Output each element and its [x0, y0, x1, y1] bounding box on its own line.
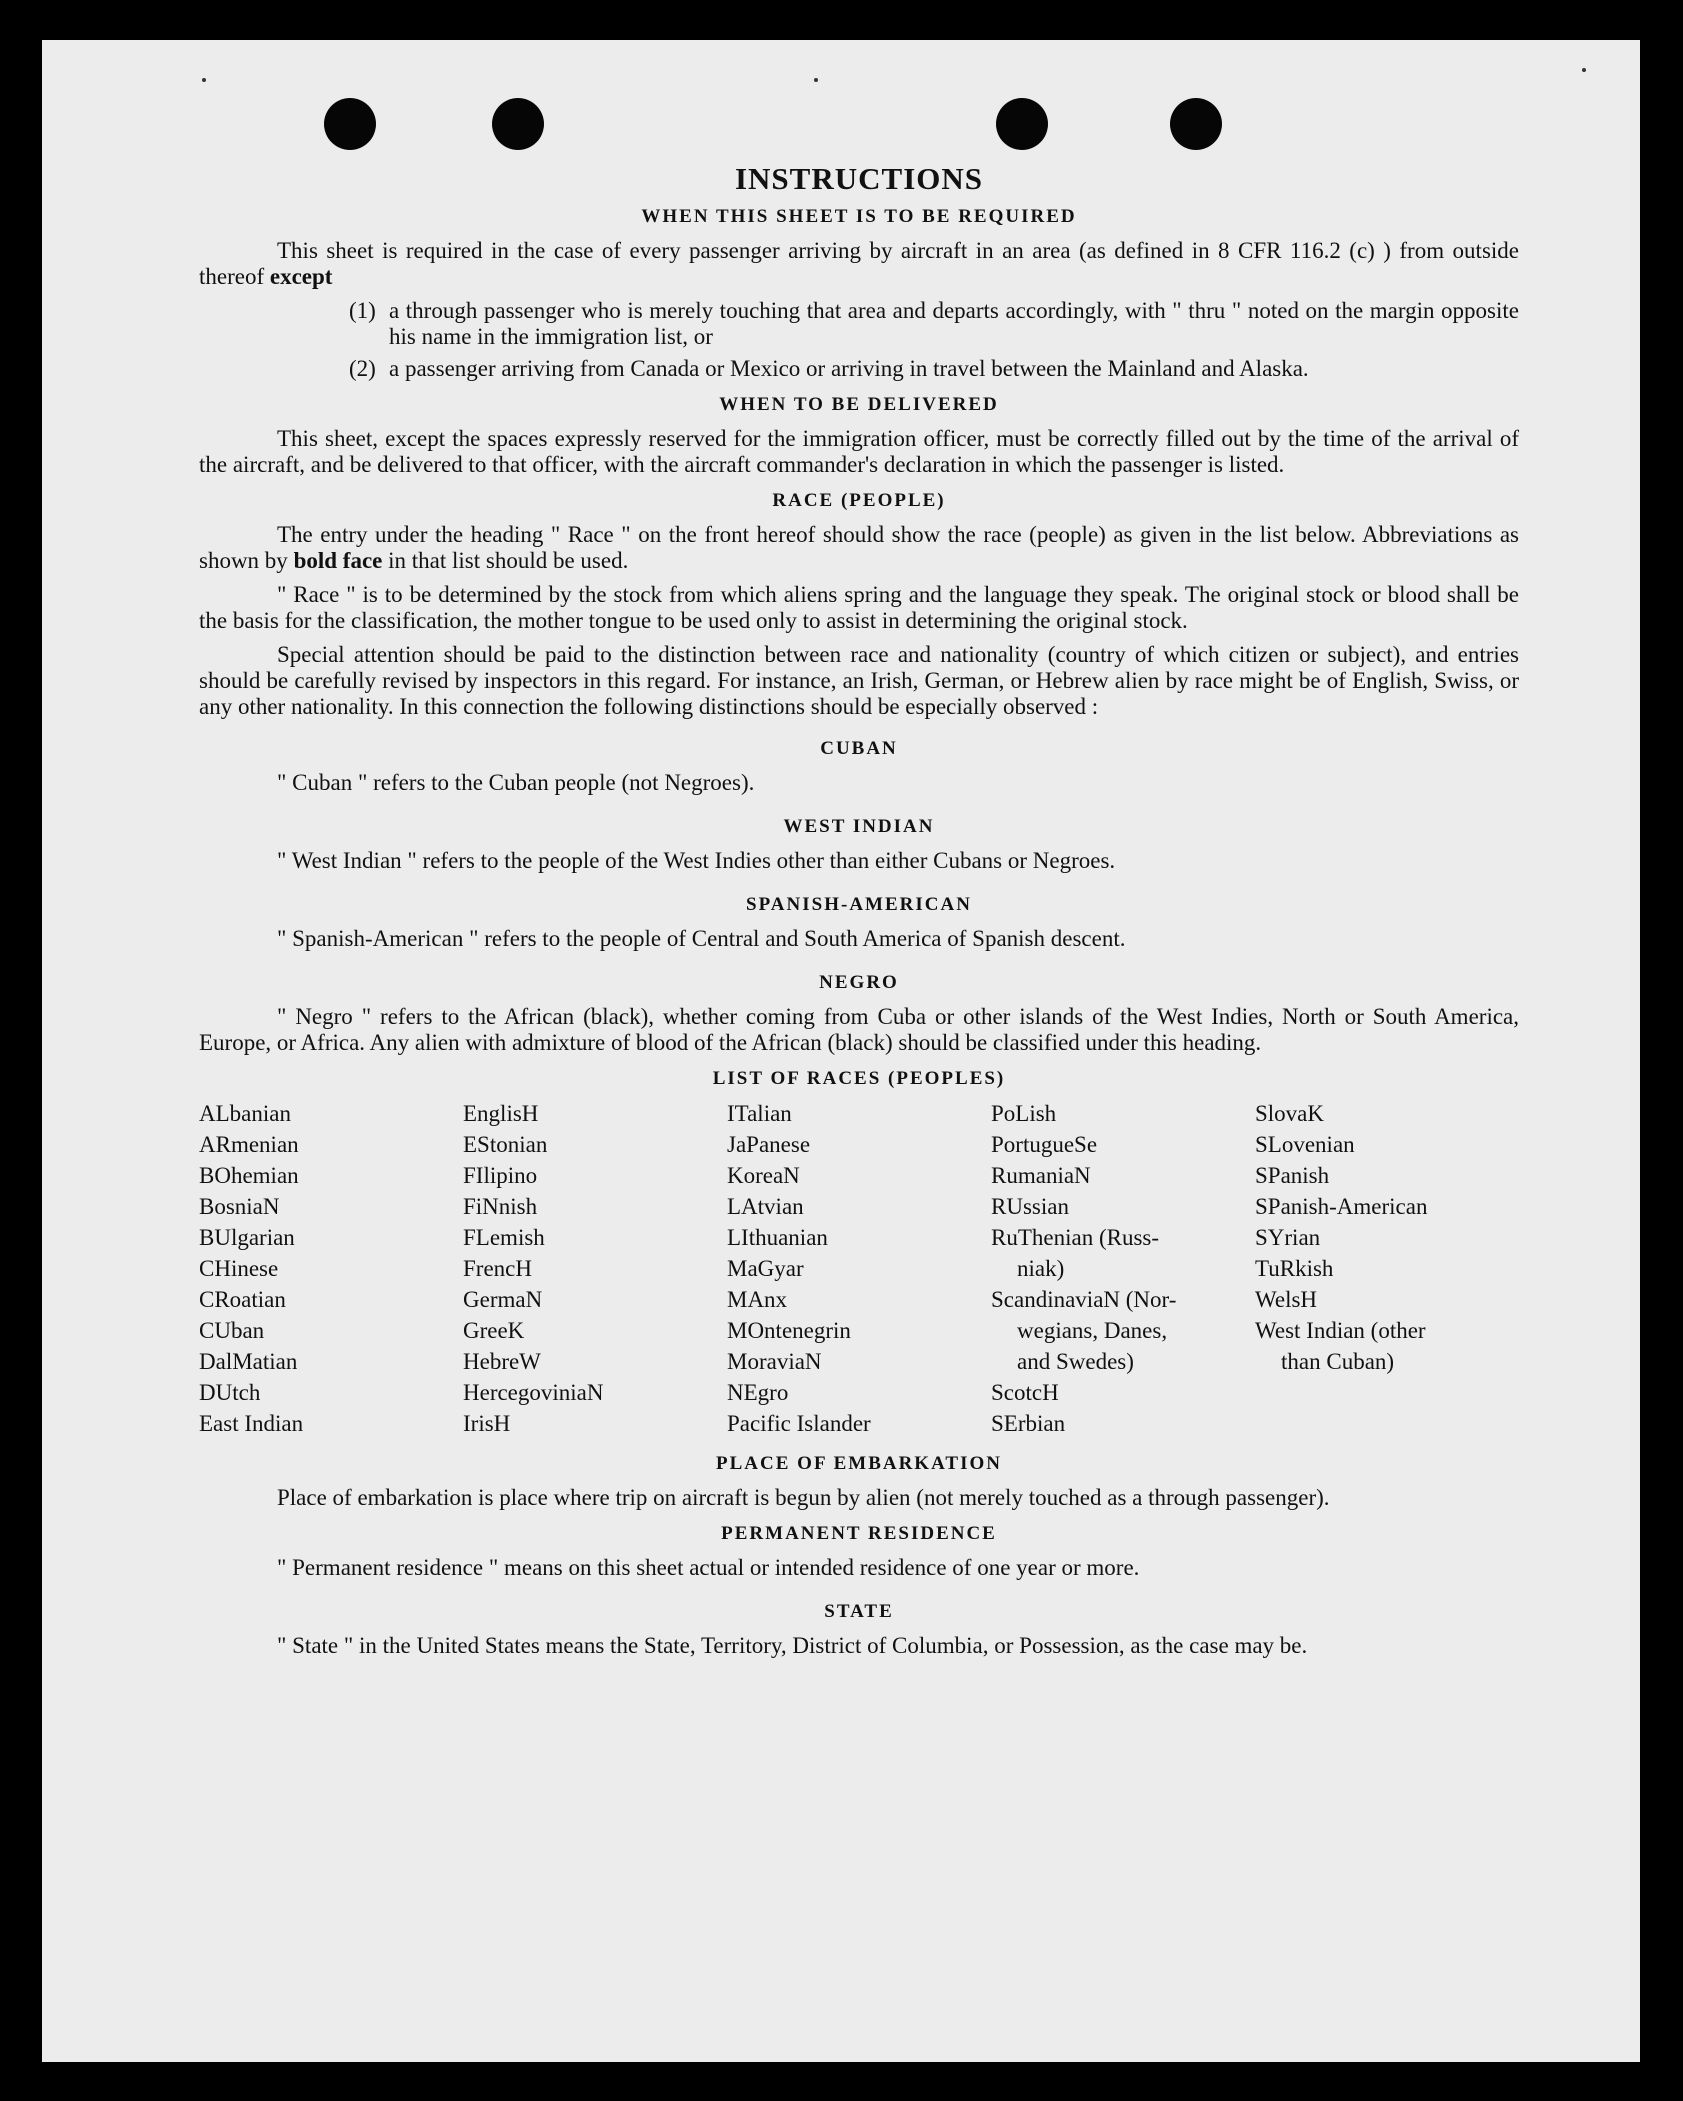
- race-entry: West Indian (other: [1255, 1318, 1426, 1343]
- race-entry: WelsH: [1255, 1287, 1318, 1312]
- paragraph-negro: " Negro " refers to the African (black), whether coming from Cuba or other islands of the West Indies, North or South America, Europe, or Africa. Any alien with admixture of blood of the African (black) should be classified under this heading.: [199, 1004, 1519, 1055]
- race-entry: GreeK: [463, 1318, 525, 1343]
- section-heading-residence: PERMANENT RESIDENCE: [721, 1523, 997, 1544]
- text: The entry under the heading " Race " on the front hereof should show the race (people) as given in the list below. Abbreviations as shown by: [199, 522, 1519, 573]
- section-heading-state: STATE: [824, 1601, 894, 1622]
- race-entry: SLovenian: [1255, 1132, 1355, 1157]
- race-entry: Pacific Islander: [727, 1411, 871, 1436]
- page-title: INSTRUCTIONS: [734, 161, 983, 196]
- paragraph-required: [199, 238, 1519, 290]
- paragraph-residence: " Permanent residence " means on this sheet actual or intended residence of one year or more.: [277, 1555, 1140, 1580]
- races-list: [199, 1100, 1519, 1441]
- list-item: [349, 356, 1519, 382]
- race-entry: wegians, Danes,: [1017, 1318, 1168, 1343]
- race-entry: FrencH: [463, 1256, 532, 1281]
- paragraph-race-1: [199, 522, 1519, 574]
- paragraph-spanish-american: " Spanish-American " refers to the people of Central and South America of Spanish descent.: [277, 926, 1126, 951]
- section-heading-negro: NEGRO: [819, 972, 899, 993]
- race-entry: ARmenian: [199, 1132, 299, 1157]
- race-entry: SlovaK: [1255, 1101, 1324, 1126]
- race-entry: East Indian: [199, 1411, 304, 1436]
- paragraph-embarkation: Place of embarkation is place where trip on aircraft is begun by alien (not merely touched as a through passenger).: [277, 1485, 1330, 1510]
- punch-hole: [996, 98, 1048, 150]
- race-entry: MoraviaN: [727, 1349, 822, 1374]
- speck: [202, 78, 206, 82]
- race-entry: LIthuanian: [727, 1225, 828, 1250]
- races-column: [1255, 1100, 1519, 1441]
- race-entry: MAnx: [727, 1287, 788, 1312]
- race-entry: TuRkish: [1255, 1256, 1334, 1281]
- race-entry: PortugueSe: [991, 1132, 1098, 1157]
- race-entry: LAtvian: [727, 1194, 804, 1219]
- section-heading-required: WHEN THIS SHEET IS TO BE REQUIRED: [641, 206, 1077, 227]
- races-column: [991, 1100, 1255, 1441]
- race-entry: DUtch: [199, 1380, 261, 1405]
- bold-text: except: [269, 264, 333, 289]
- section-heading-race: RACE (PEOPLE): [772, 490, 946, 511]
- race-entry: and Swedes): [1017, 1349, 1134, 1374]
- race-entry: SErbian: [991, 1411, 1066, 1436]
- race-entry: DalMatian: [199, 1349, 298, 1374]
- race-entry: SPanish-American: [1255, 1194, 1428, 1219]
- races-column: [199, 1100, 463, 1441]
- race-entry: SYrian: [1255, 1225, 1321, 1250]
- section-heading-spanish-american: SPANISH-AMERICAN: [746, 894, 972, 915]
- race-entry: CRoatian: [199, 1287, 286, 1312]
- bold-text: bold face: [293, 548, 383, 573]
- race-entry: MOntenegrin: [727, 1318, 851, 1343]
- races-column: [727, 1100, 991, 1441]
- text: This sheet is required in the case of every passenger arriving by aircraft in an area (as defined in 8 CFR 116.2 (c) ) from outside thereof: [199, 238, 1519, 289]
- race-entry: FLemish: [463, 1225, 545, 1250]
- list-text: a passenger arriving from Canada or Mexico or arriving in travel between the Mainland and Alaska.: [389, 356, 1309, 381]
- speck: [814, 78, 818, 82]
- races-column: [463, 1100, 727, 1441]
- paragraph-race-2: " Race " is to be determined by the stock from which aliens spring and the language they speak. The original stock or blood shall be the basis for the classification, the mother tongue to be used only to assist in determining the original stock.: [199, 582, 1519, 633]
- race-entry: EnglisH: [463, 1101, 539, 1126]
- race-entry: ITalian: [727, 1101, 792, 1126]
- race-entry: niak): [1017, 1256, 1065, 1281]
- race-entry: PoLish: [991, 1101, 1057, 1126]
- text: in that list should be used.: [388, 548, 629, 573]
- document-body: [199, 161, 1519, 1667]
- race-entry: BOhemian: [199, 1163, 299, 1188]
- race-entry: FiNnish: [463, 1194, 538, 1219]
- race-entry: SPanish: [1255, 1163, 1330, 1188]
- paragraph-cuban: " Cuban " refers to the Cuban people (not Negroes).: [277, 770, 755, 795]
- race-entry: RuThenian (Russ-: [991, 1225, 1160, 1250]
- race-entry: MaGyar: [727, 1256, 804, 1281]
- race-entry: IrisH: [463, 1411, 511, 1436]
- punch-hole: [1170, 98, 1222, 150]
- race-entry: GermaN: [463, 1287, 543, 1312]
- punch-hole: [492, 98, 544, 150]
- race-entry: KoreaN: [727, 1163, 800, 1188]
- paragraph-delivered: This sheet, except the spaces expressly reserved for the immigration officer, must be correctly filled out by the time of the arrival of the aircraft, and be delivered to that officer, with the aircraft commander's declaration in which the passenger is listed.: [199, 426, 1519, 477]
- race-entry: RumaniaN: [991, 1163, 1091, 1188]
- race-entry: BUlgarian: [199, 1225, 295, 1250]
- section-heading-cuban: CUBAN: [820, 738, 898, 759]
- section-heading-races-list: LIST OF RACES (PEOPLES): [712, 1068, 1006, 1089]
- race-entry: HebreW: [463, 1349, 541, 1374]
- list-text: a through passenger who is merely touching that area and departs accordingly, with " thru " noted on the margin opposite his name in the immigration list, or: [389, 298, 1519, 349]
- race-entry: JaPanese: [727, 1132, 811, 1157]
- race-entry: CHinese: [199, 1256, 279, 1281]
- speck: [1582, 68, 1586, 72]
- race-entry: RUssian: [991, 1194, 1069, 1219]
- race-entry: ScandinaviaN (Nor-: [991, 1287, 1177, 1312]
- race-entry: than Cuban): [1281, 1349, 1395, 1374]
- race-entry: EStonian: [463, 1132, 548, 1157]
- list-number: (1): [349, 298, 376, 323]
- race-entry: FIlipino: [463, 1163, 538, 1188]
- section-heading-west-indian: WEST INDIAN: [783, 816, 935, 837]
- race-entry: ScotcH: [991, 1380, 1059, 1405]
- race-entry: HercegoviniaN: [463, 1380, 604, 1405]
- list-number: (2): [349, 356, 376, 381]
- document-page: [42, 40, 1640, 2062]
- punch-hole: [324, 98, 376, 150]
- paragraph-race-3: Special attention should be paid to the distinction between race and nationality (country of which citizen or subject), and entries should be carefully revised by inspectors in this regard. For instance, an Irish, German, or Hebrew alien by race might be of English, Swiss, or any other nationality. In this connection the following distinctions should be especially observed :: [199, 642, 1519, 719]
- race-entry: CUban: [199, 1318, 265, 1343]
- paragraph-west-indian: " West Indian " refers to the people of the West Indies other than either Cubans or Negroes.: [277, 848, 1116, 873]
- race-entry: BosniaN: [199, 1194, 280, 1219]
- race-entry: ALbanian: [199, 1101, 291, 1126]
- list-item: [349, 298, 1519, 350]
- section-heading-delivered: WHEN TO BE DELIVERED: [719, 394, 999, 415]
- race-entry: NEgro: [727, 1380, 789, 1405]
- section-heading-embarkation: PLACE OF EMBARKATION: [716, 1453, 1002, 1474]
- paragraph-state: " State " in the United States means the State, Territory, District of Columbia, or Possession, as the case may be.: [277, 1633, 1308, 1658]
